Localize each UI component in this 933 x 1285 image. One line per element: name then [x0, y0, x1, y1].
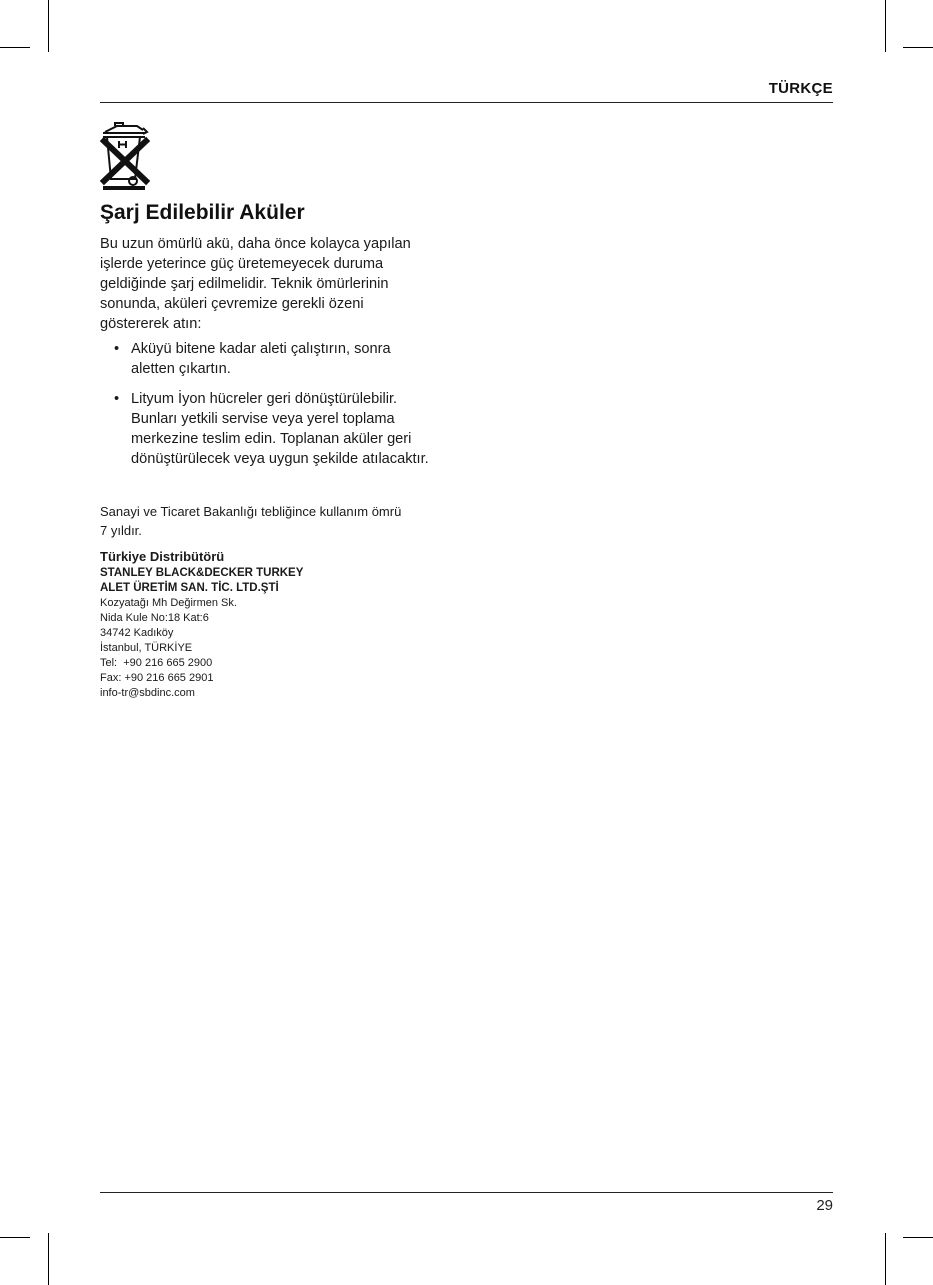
- crop-mark: [885, 1233, 886, 1285]
- distributor-title: Türkiye Distribütörü: [100, 549, 225, 564]
- crop-mark: [903, 47, 933, 48]
- intro-line: Bu uzun ömürlü akü, daha önce kolayca yapılan: [100, 236, 411, 252]
- fax-line: Fax: +90 216 665 2901: [100, 672, 214, 684]
- crop-mark: [0, 47, 30, 48]
- intro-line: göstererek atın:: [100, 316, 202, 332]
- footer-rule: [100, 1192, 833, 1193]
- intro-line: sonunda, aküleri çevremize gerekli özeni: [100, 296, 364, 312]
- crop-mark: [885, 0, 886, 52]
- crop-mark: [48, 0, 49, 52]
- address-line: Nida Kule No:18 Kat:6: [100, 612, 209, 624]
- address-line: İstanbul, TÜRKİYE: [100, 642, 193, 654]
- intro-line: geldiğinde şarj edilmelidir. Teknik ömürlerinin: [100, 276, 389, 292]
- page-number: 29: [816, 1197, 833, 1214]
- lifetime-line: 7 yıldır.: [100, 523, 142, 538]
- header-rule: [100, 102, 833, 103]
- list-item-line: merkezine teslim edin. Toplanan aküler geri: [131, 431, 412, 447]
- crop-mark: [903, 1237, 933, 1238]
- address-line: 34742 Kadıköy: [100, 627, 174, 639]
- company-name-line: STANLEY BLACK&DECKER TURKEY: [100, 567, 304, 579]
- lifetime-note: [100, 502, 460, 540]
- list-item: [100, 389, 470, 469]
- section-title: Şarj Edilebilir Aküler: [100, 201, 305, 224]
- intro-line: işlerde yeterince güç üretemeyecek duruma: [100, 256, 384, 272]
- list-item-line: Lityum İyon hücreler geri dönüştürülebilir.: [131, 391, 398, 407]
- distributor-block: [100, 548, 460, 701]
- email-line: info-tr@sbdinc.com: [100, 687, 195, 699]
- crop-mark: [48, 1233, 49, 1285]
- crossed-out-wheelie-bin-icon: [99, 119, 153, 191]
- lifetime-line: Sanayi ve Ticaret Bakanlığı tebliğince kullanım ömrü: [100, 504, 402, 519]
- crop-mark: [0, 1237, 30, 1238]
- bullet-glyph: •: [114, 341, 120, 357]
- list-item-line: dönüştürülecek veya uygun şekilde atılacaktır.: [131, 451, 429, 467]
- list-item-line: Aküyü bitene kadar aleti çalıştırın, sonra: [131, 341, 391, 357]
- list-item-line: aletten çıkartın.: [131, 361, 231, 377]
- intro-paragraph: [100, 234, 460, 334]
- disposal-list: [100, 339, 470, 479]
- list-item: [100, 339, 470, 379]
- address-line: Kozyatağı Mh Değirmen Sk.: [100, 597, 237, 609]
- bullet-glyph: •: [114, 391, 120, 407]
- language-label: TÜRKÇE: [768, 80, 833, 97]
- company-name-line: ALET ÜRETİM SAN. TİC. LTD.ŞTİ: [100, 582, 279, 594]
- list-item-line: Bunları yetkili servise veya yerel toplama: [131, 411, 395, 427]
- phone-line: Tel: +90 216 665 2900: [100, 657, 213, 669]
